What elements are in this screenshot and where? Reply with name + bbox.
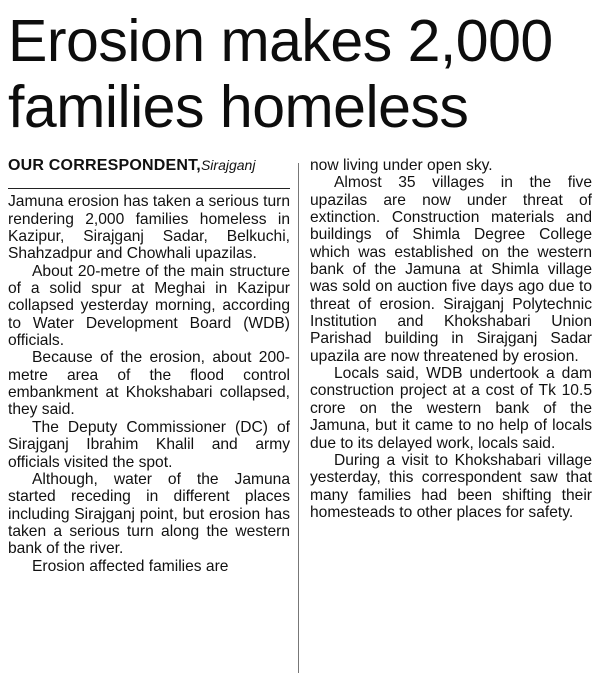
paragraph: now living under open sky. (310, 157, 493, 174)
byline-place: Sirajganj (200, 157, 256, 173)
paragraph: The Deputy Commissioner (DC) of Sirajganj Ibrahim Khalil and army officials visited the spot. (8, 418, 290, 471)
paragraph: Although, water of the Jamuna started receding in different places including Sirajganj point, but erosion has taken a serious turn along the western bank of the river. (8, 470, 290, 558)
paragraph: During a visit to Khokshabari village yesterday, this correspondent saw that many families had been shifting their homesteads to other places for safety. (310, 451, 592, 521)
paragraph: Jamuna erosion has taken a serious turn rendering 2,000 families homeless in Kazipur, Sirajganj Sadar, Belkuchi, Shahzadpur and Chowhali upazilas. (8, 193, 290, 263)
byline (8, 157, 290, 189)
paragraph: Almost 35 villages in the five upazilas are now under threat of extinction. Construction materials and buildings of Shimla Degree College which was established on the western bank of the Jamuna at Shimla village was sold on auction five days ago due to threat of erosion. Sirajganj Polytechnic Institution and Khokshabari Union Parishad building in Sirajganj Sadar upazila are now threatened by erosion. (310, 174, 592, 365)
paragraph: About 20-metre of the main structure of a solid spur at Meghai in Kazipur collapsed yesterday morning, according to Water Development Board (WDB) officials. (8, 262, 290, 350)
paragraph: Because of the erosion, about 200-metre area of the flood control embankment at Khokshabari collapsed, they said. (8, 349, 290, 419)
byline-name: OUR CORRESPONDENT, (8, 157, 201, 174)
article-column-right (310, 157, 592, 521)
article-column-left (8, 157, 290, 575)
paragraph: Locals said, WDB undertook a dam construction project at a cost of Tk 10.5 crore on the western bank of the Jamuna, but it came to no help of locals due to its delayed work, locals said. (310, 365, 592, 452)
column-divider (298, 163, 299, 673)
paragraph: Erosion affected families are (32, 557, 229, 575)
headline: Erosion makes 2,000 families homeless (8, 8, 553, 140)
